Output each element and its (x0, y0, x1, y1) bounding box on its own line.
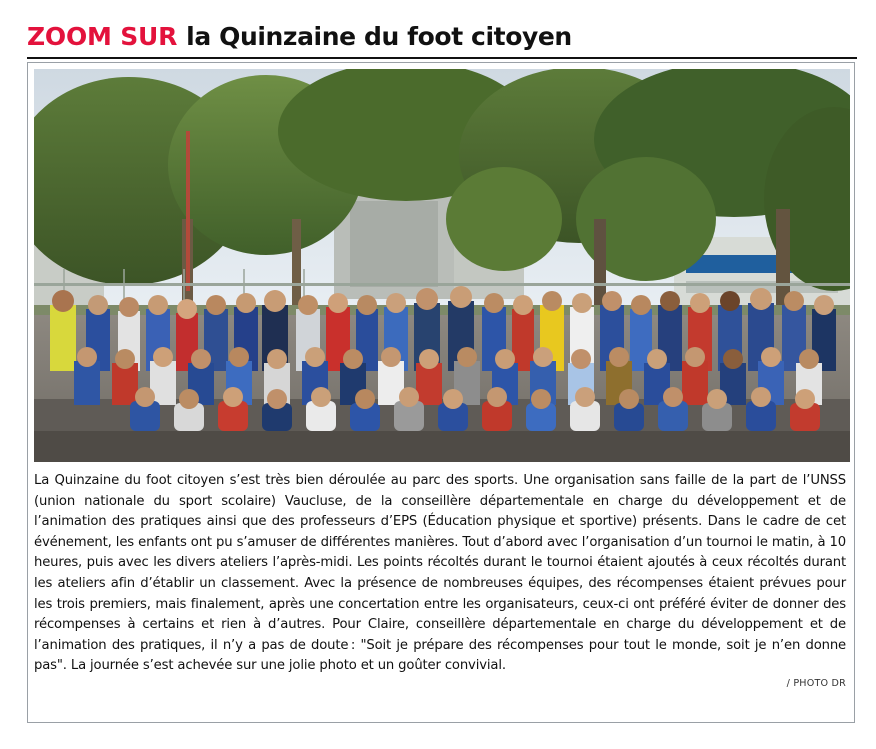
article-container (27, 62, 855, 723)
photo-credit: / PHOTO DR (786, 677, 846, 689)
page-title: la Quinzaine du foot citoyen (186, 22, 572, 51)
headline-divider (27, 57, 857, 59)
headline-kicker: ZOOM SUR (27, 22, 178, 51)
article-photo (34, 69, 850, 462)
group-photo-illustration (34, 69, 850, 462)
article-caption: La Quinzaine du foot citoyen s’est très bien déroulée au parc des sports. Une organisation sans faille de la part de l’UNSS (union nationale du sport scolaire) Vaucluse, de la conseillère départementale en charge du développement et de l’animation des pratiques ainsi que des professeurs d’EPS (Éducation physique et sportive) présents. Dans le cadre de cet événement, les enfants ont pu s’amuser de différentes manières. Tout d’abord avec l’organisation d’un tournoi le matin, à 10 heures, puis avec les divers ateliers l’après-midi. Les points récoltés durant le tournoi étaient ajoutés à ceux récoltés durant les ateliers afin d’établir un classement. Avec la présence de nombreuses équipes, des récompenses étaient prévues pour les trois premiers, mais finalement, après une concertation entre les organisateurs, ceux-ci ont préféré éviter de donner des récompenses à certains et rien à d’autres. Pour Claire, conseillère départementale en charge du développement et de l’animation des pratiques, il n’y a pas de doute : "Soit je prépare des récompenses pour tout le monde, soit je n’en donne pas". La journée s’est achevée sur une jolie photo et un goûter convivial. (34, 473, 846, 674)
page-headline (27, 22, 857, 58)
